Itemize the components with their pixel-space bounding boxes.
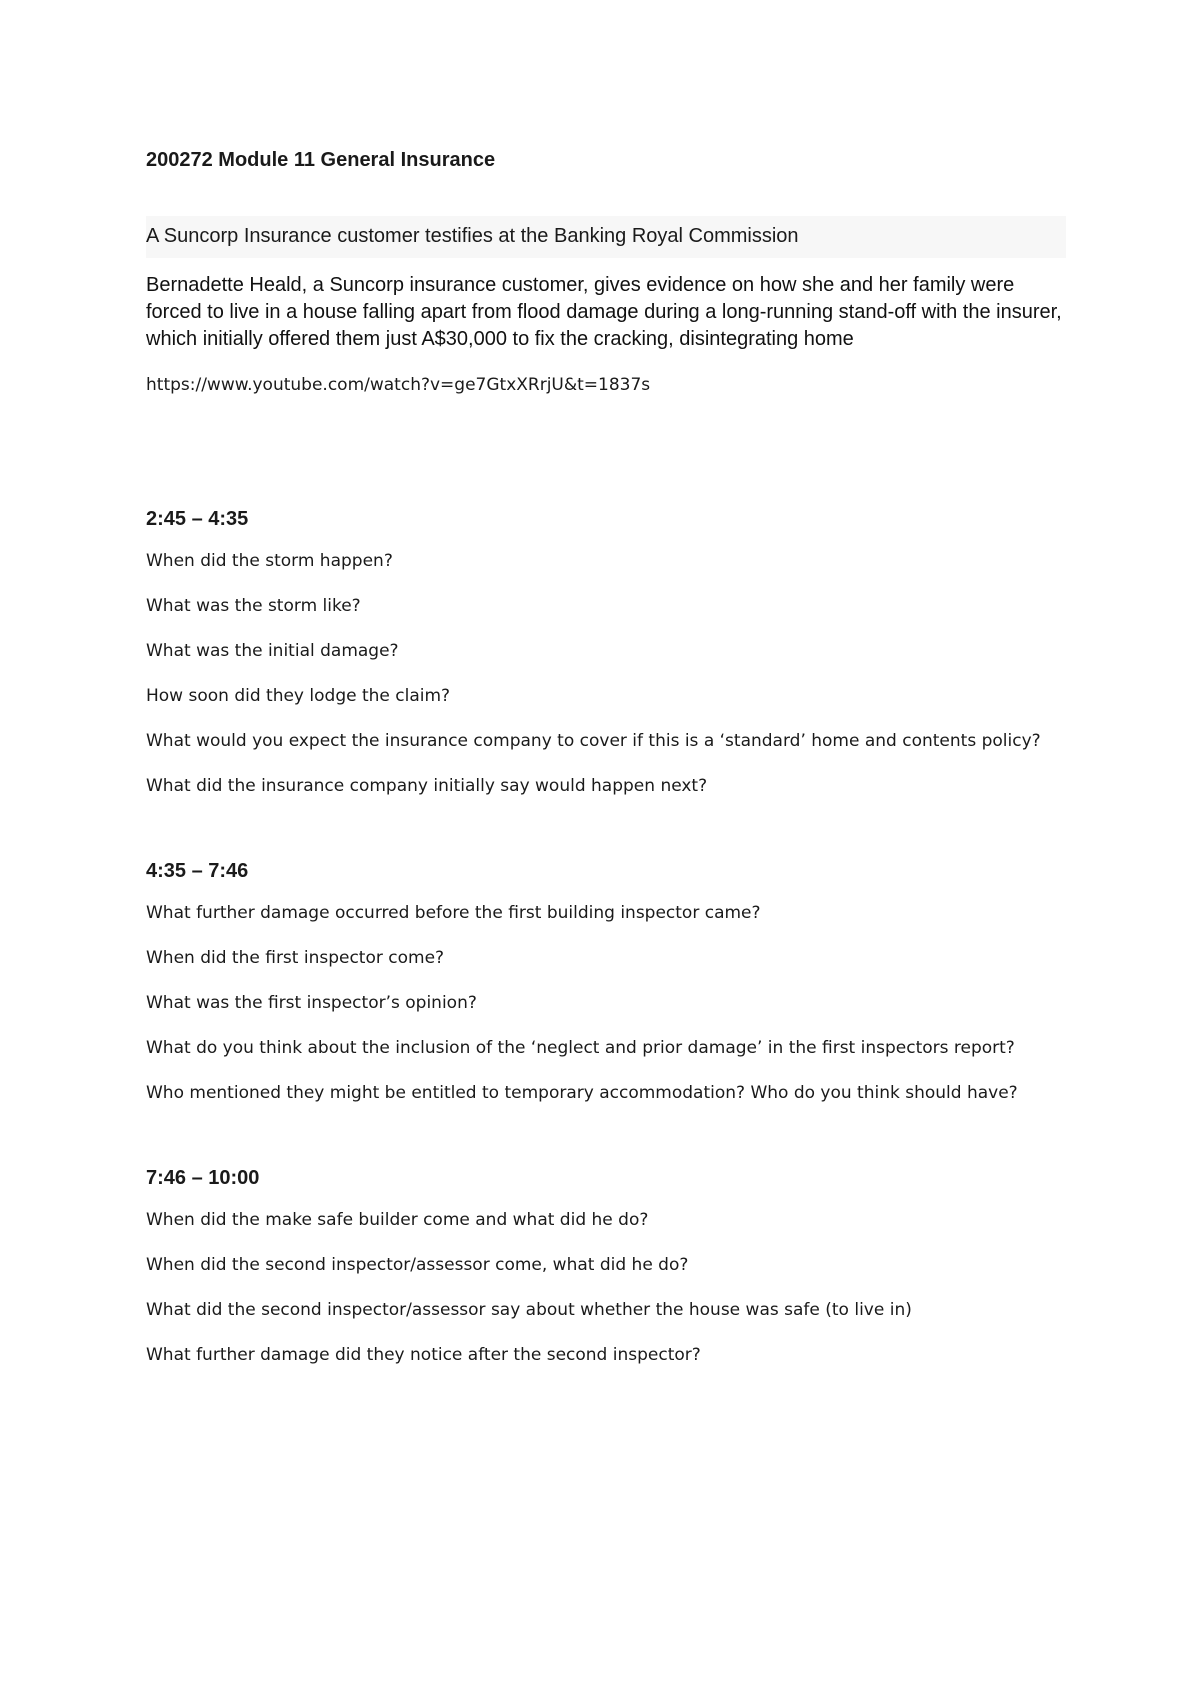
section-heading: 7:46 – 10:00	[146, 1167, 260, 1189]
question-item: When did the storm happen?	[146, 551, 393, 571]
question-item: When did the second inspector/assessor come, what did he do?	[146, 1255, 689, 1275]
document-body	[146, 146, 1066, 1386]
question-item: When did the first inspector come?	[146, 948, 445, 968]
video-title: A Suncorp Insurance customer testifies at the Banking Royal Commission	[146, 216, 1066, 258]
question-item: What was the initial damage?	[146, 641, 399, 661]
document-title: 200272 Module 11 General Insurance	[146, 149, 496, 171]
video-url[interactable]: https://www.youtube.com/watch?v=ge7GtxXRrjU&t=1837s	[146, 375, 651, 395]
section-4-35-to-7-46	[146, 857, 1066, 1108]
question-item: What do you think about the inclusion of the ‘neglect and prior damage’ in the first inspectors report?	[146, 1038, 1015, 1058]
question-item: When did the make safe builder come and what did he do?	[146, 1210, 649, 1230]
question-item: What was the storm like?	[146, 596, 361, 616]
question-item: What was the first inspector’s opinion?	[146, 993, 477, 1013]
question-item: How soon did they lodge the claim?	[146, 686, 451, 706]
section-heading: 2:45 – 4:35	[146, 508, 249, 530]
question-item: What did the insurance company initially say would happen next?	[146, 776, 708, 796]
question-item: What further damage occurred before the first building inspector came?	[146, 903, 761, 923]
section-heading: 4:35 – 7:46	[146, 860, 249, 882]
question-item: What did the second inspector/assessor say about whether the house was safe (to live in)	[146, 1300, 912, 1320]
question-item: What further damage did they notice after the second inspector?	[146, 1345, 701, 1365]
question-item: Who mentioned they might be entitled to temporary accommodation? Who do you think should have?	[146, 1083, 1018, 1103]
video-description: Bernadette Heald, a Suncorp insurance customer, gives evidence on how she and her family were forced to live in a house falling apart from flood damage during a long-running stand-off with the insurer, which initially offered them just A$30,000 to fix the cracking, disintegrating home	[146, 274, 1062, 350]
section-7-46-to-10-00	[146, 1164, 1066, 1370]
question-item: What would you expect the insurance company to cover if this is a ‘standard’ home and contents policy?	[146, 731, 1041, 751]
section-2-45-to-4-35	[146, 505, 1066, 801]
